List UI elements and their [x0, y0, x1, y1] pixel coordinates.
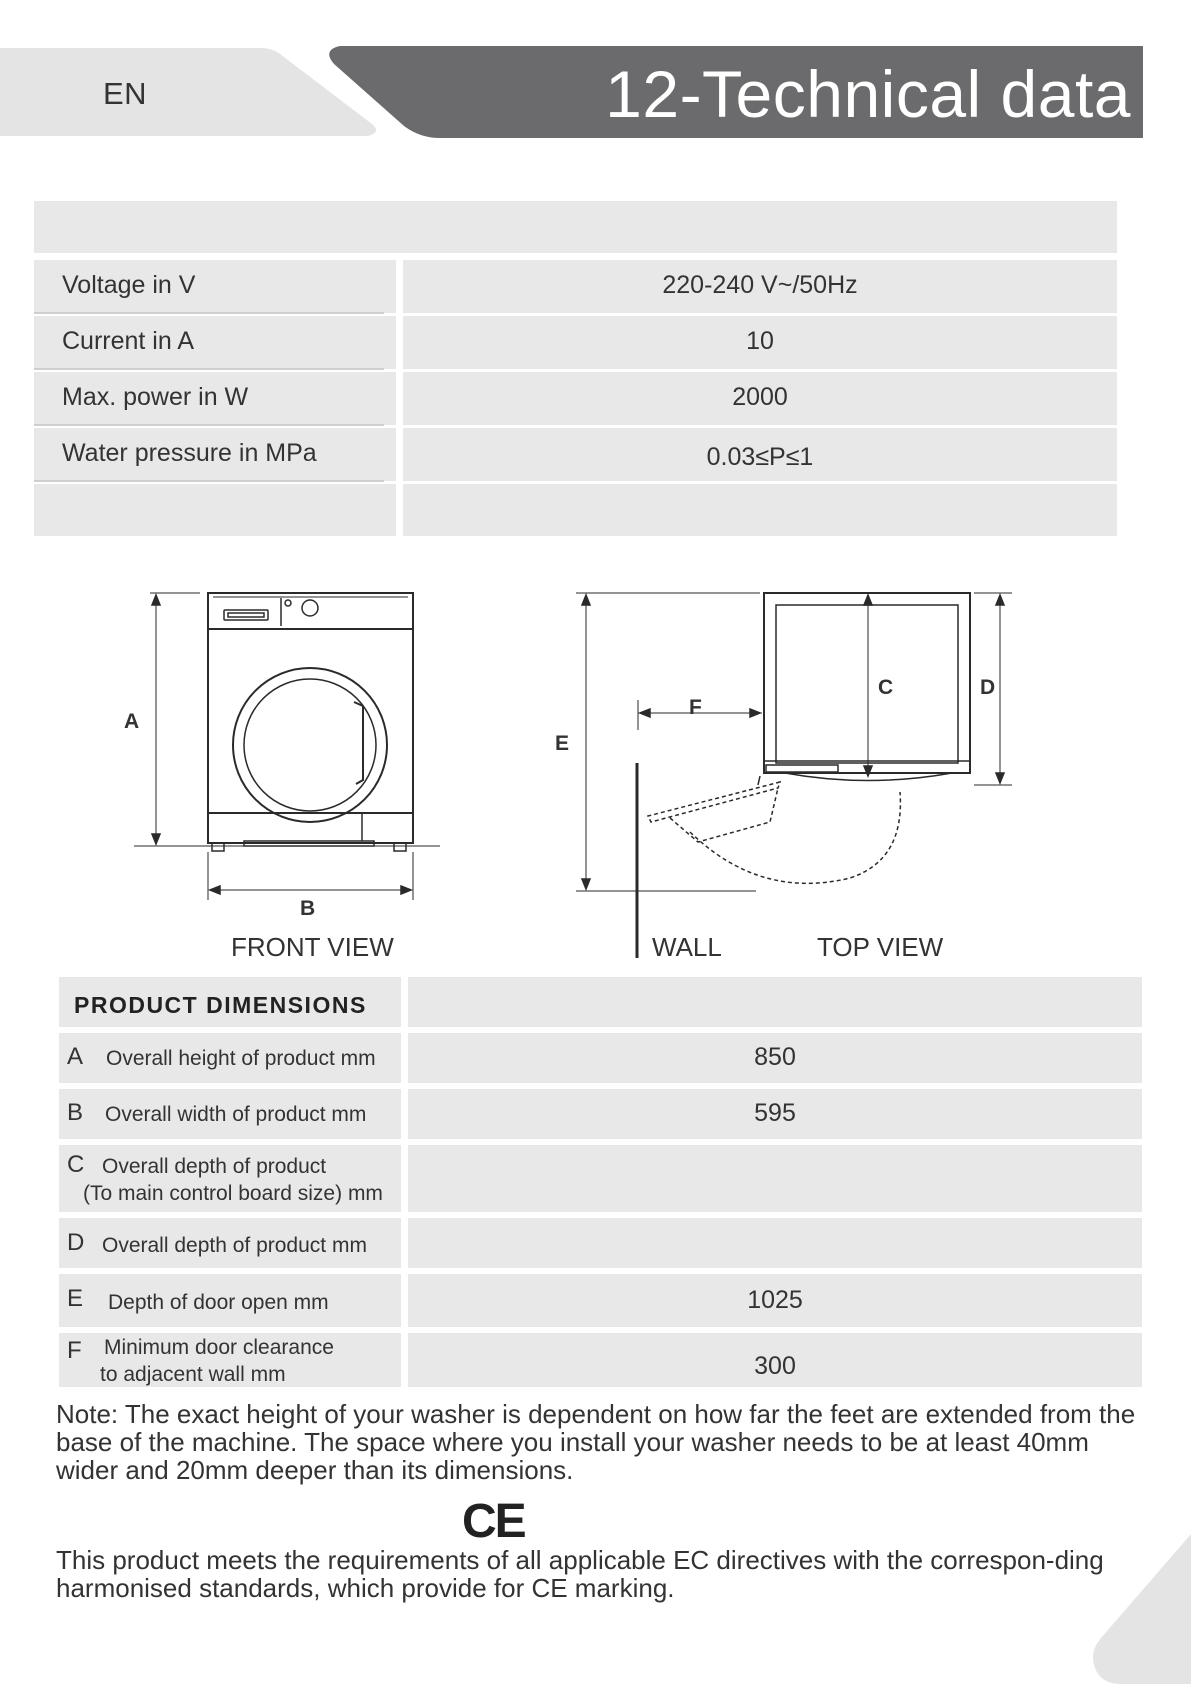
- front-view-label: FRONT VIEW: [231, 932, 394, 962]
- row-divider: [34, 312, 384, 314]
- page-title: 12-Technical data: [605, 57, 1131, 131]
- ce-compliance-statement: This product meets the requirements of all applicable EC directives with the correspon-ding harmonised standards, which provide for CE marking.: [56, 1545, 1104, 1603]
- dim-heading-value-cell: [408, 977, 1142, 1027]
- dim-row-label: Depth of door open mm: [108, 1291, 329, 1314]
- dim-letter-c: C: [878, 676, 894, 699]
- dim-row-label-line2: (To main control board size) mm: [83, 1182, 383, 1205]
- dim-row-label: Overall depth of product mm: [102, 1234, 367, 1257]
- spec-label: Max. power in W: [62, 383, 249, 411]
- spec-label: Water pressure in MPa: [62, 439, 317, 467]
- dim-value-cell: [408, 1218, 1142, 1268]
- front-view-drawing: [134, 593, 440, 900]
- spec-value: 2000: [732, 383, 788, 411]
- top-view-drawing: [576, 593, 1012, 958]
- spec-empty-cell: [403, 484, 1117, 536]
- dim-letter-b: B: [300, 897, 316, 920]
- spec-value: 220-240 V~/50Hz: [662, 271, 858, 299]
- dim-letter-f: F: [689, 696, 702, 719]
- installation-note: Note: The exact height of your washer is dependent on how far the feet are extended from the base of the machine. The space where you install your washer needs to be at least 40mm wider and 20mm deeper than its dimensions.: [56, 1399, 1136, 1485]
- page-corner-decoration: [1081, 1534, 1191, 1684]
- dim-row-letter: A: [67, 1043, 84, 1070]
- dim-row-value: 1025: [747, 1286, 803, 1314]
- ce-mark-icon: CE: [462, 1495, 525, 1548]
- dimension-diagram: [0, 560, 1191, 980]
- spec-value: 10: [746, 327, 774, 355]
- dim-row-label: Overall height of product mm: [106, 1047, 376, 1070]
- dim-row-value: 300: [754, 1352, 796, 1380]
- dim-row-letter: B: [67, 1099, 84, 1126]
- dim-letter-d: D: [980, 676, 996, 699]
- dim-row-letter: F: [67, 1337, 82, 1364]
- dim-value-cell: [408, 1145, 1142, 1212]
- wall-label: WALL: [652, 932, 722, 962]
- dim-row-label: Overall width of product mm: [105, 1103, 367, 1126]
- row-divider: [34, 480, 384, 482]
- dim-letter-e: E: [555, 732, 570, 755]
- spec-label: Voltage in V: [62, 271, 196, 299]
- dim-row-letter: E: [67, 1285, 84, 1312]
- language-label: EN: [103, 76, 148, 111]
- dimensions-heading: PRODUCT DIMENSIONS: [74, 992, 367, 1018]
- row-divider: [34, 424, 384, 426]
- dim-letter-a: A: [124, 710, 140, 733]
- spec-label: Current in A: [62, 327, 195, 355]
- dim-row-letter: C: [67, 1151, 85, 1178]
- dim-row-value: 850: [754, 1043, 796, 1071]
- spec-value: 0.03≤P≤1: [706, 443, 814, 471]
- spec-table-header-row: [34, 201, 1117, 253]
- top-view-label: TOP VIEW: [817, 932, 944, 962]
- dim-row-label: Minimum door clearance: [104, 1336, 334, 1359]
- dim-row-label-line2: to adjacent wall mm: [100, 1363, 286, 1386]
- row-divider: [34, 368, 384, 370]
- dim-row-value: 595: [754, 1099, 796, 1127]
- dim-row-label: Overall depth of product: [102, 1155, 327, 1178]
- spec-empty-cell: [34, 484, 396, 536]
- dim-row-letter: D: [67, 1229, 85, 1256]
